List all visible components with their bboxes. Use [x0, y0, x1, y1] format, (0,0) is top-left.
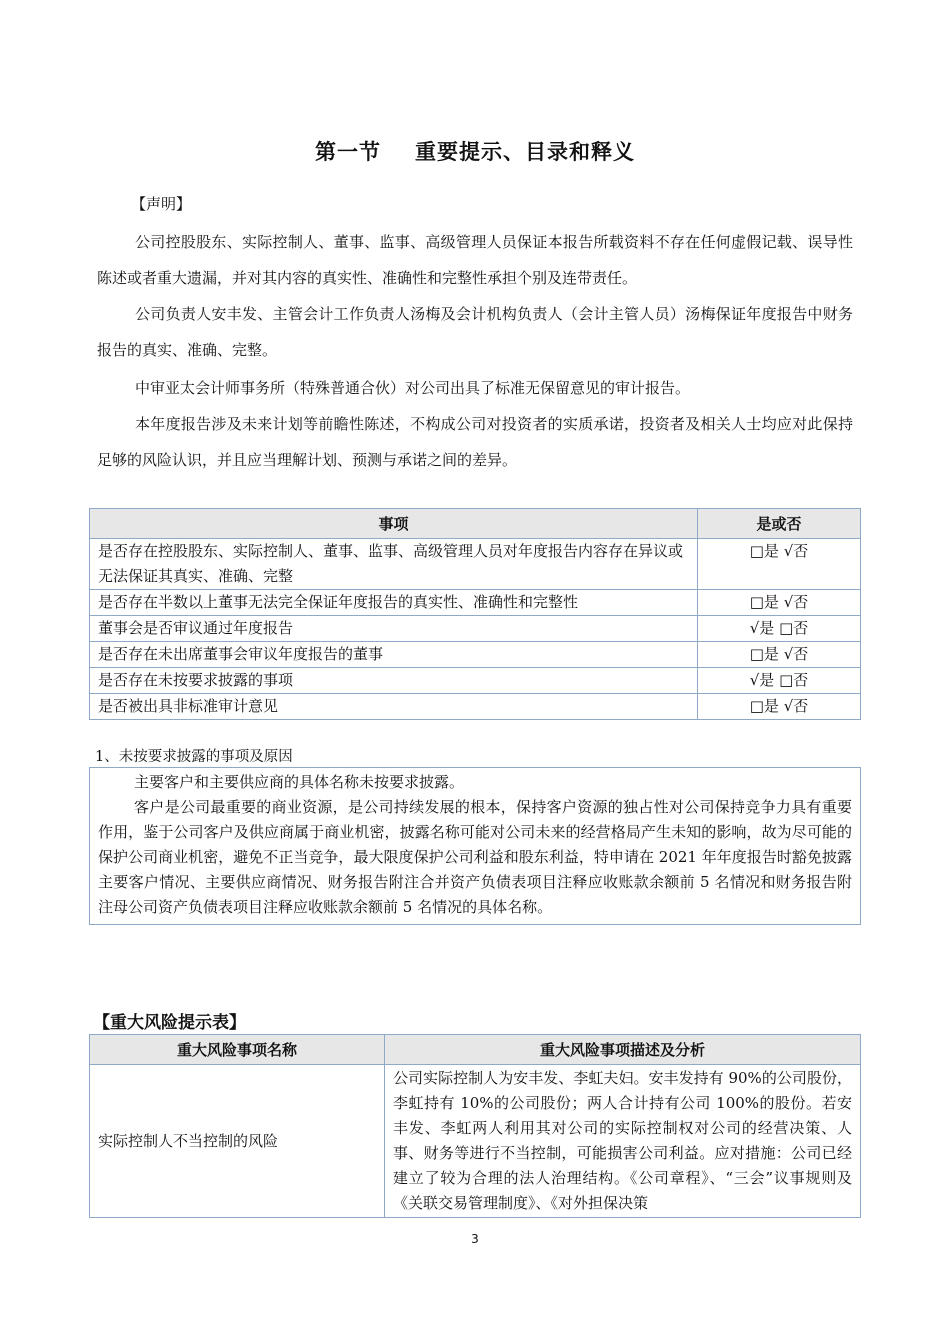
declaration-paragraph: 中审亚太会计师事务所（特殊普通合伙）对公司出具了标准无保留意见的审计报告。: [135, 379, 691, 397]
declaration-paragraph: 公司控股股东、实际控制人、董事、监事、高级管理人员保证本报告所载资料不存在任何虚假记载、误导性陈述或者重大遗漏，并对其内容的真实性、准确性和完整性承担个别及连带责任。: [97, 233, 853, 287]
table-header-row: [90, 1035, 861, 1065]
table-row: [90, 1065, 861, 1218]
undisclosed-paragraph: 主要客户和主要供应商的具体名称未按要求披露。: [134, 773, 465, 791]
table-row: [90, 642, 861, 668]
matter-answer: √是 □否: [698, 616, 861, 642]
risk-col-description: 重大风险事项描述及分析: [385, 1035, 861, 1065]
declaration-paragraph: 本年度报告涉及未来计划等前瞻性陈述，不构成公司对投资者的实质承诺，投资者及相关人士均应对此保持足够的风险认识，并且应当理解计划、预测与承诺之间的差异。: [97, 415, 853, 469]
matter-answer: √是 □否: [698, 668, 861, 694]
table-row: [90, 694, 861, 720]
matter-item: 董事会是否审议通过年度报告: [90, 616, 698, 642]
page-number: 3: [471, 1232, 479, 1246]
declaration-label: 【声明】: [131, 195, 192, 213]
matter-item: 是否被出具非标准审计意见: [90, 694, 698, 720]
matters-col-item: 事项: [90, 509, 698, 539]
undisclosed-heading: 1、未按要求披露的事项及原因: [95, 749, 293, 765]
matter-item: 是否存在半数以上董事无法完全保证年度报告的真实性、准确性和完整性: [90, 590, 698, 616]
declaration-paragraph: 公司负责人安丰发、主管会计工作负责人汤梅及会计机构负责人（会计主管人员）汤梅保证年度报告中财务报告的真实、准确、完整。: [97, 305, 853, 359]
section-number: 第一节: [315, 140, 381, 164]
undisclosed-reason-box: [89, 767, 861, 925]
table-row: [90, 616, 861, 642]
matter-answer: □是 √否: [698, 590, 861, 616]
matter-answer: □是 √否: [698, 642, 861, 668]
risk-col-name: 重大风险事项名称: [90, 1035, 385, 1065]
risk-table: [89, 1034, 861, 1218]
section-name: 重要提示、目录和释义: [415, 140, 635, 164]
undisclosed-paragraph: 客户是公司最重要的商业资源，是公司持续发展的根本，保持客户资源的独占性对公司保持竞争力具有重要作用，鉴于公司客户及供应商属于商业机密，披露名称可能对公司未来的经营格局产生未知的影响，故为尽可能的保护公司商业机密，避免不正当竞争，最大限度保护公司利益和股东利益，特申请在 2021 年年度报告时豁免披露主要客户情况、主要供应商情况、财务报告附注合并资产负债表项目注释应收账款余额前 5 名情况和财务报告附注母公司资产负债表项目注释应收账款余额前 5 名情况的具体名称。: [98, 798, 852, 916]
risk-name: 实际控制人不当控制的风险: [90, 1065, 385, 1218]
matter-answer: □是 √否: [698, 539, 861, 590]
matters-table: [89, 508, 861, 720]
matters-col-answer: 是或否: [698, 509, 861, 539]
matter-item: 是否存在控股股东、实际控制人、董事、监事、高级管理人员对年度报告内容存在异议或无法保证其真实、准确、完整: [90, 539, 698, 590]
section-title: [0, 136, 950, 166]
matter-answer: □是 √否: [698, 694, 861, 720]
matter-item: 是否存在未按要求披露的事项: [90, 668, 698, 694]
table-row: [90, 590, 861, 616]
matter-item: 是否存在未出席董事会审议年度报告的董事: [90, 642, 698, 668]
risk-table-heading: 【重大风险提示表】: [93, 1013, 246, 1033]
table-header-row: [90, 509, 861, 539]
table-row: [90, 539, 861, 590]
risk-description: 公司实际控制人为安丰发、李虹夫妇。安丰发持有 90%的公司股份，李虹持有 10%的公司股份；两人合计持有公司 100%的股份。若安丰发、李虹两人利用其对公司的实际控制权对公司的经营决策、人事、财务等进行不当控制，可能损害公司利益。应对措施：公司已经建立了较为合理的法人治理结构。《公司章程》、“三会”议事规则及《关联交易管理制度》、《对外担保决策: [385, 1065, 861, 1218]
table-row: [90, 668, 861, 694]
